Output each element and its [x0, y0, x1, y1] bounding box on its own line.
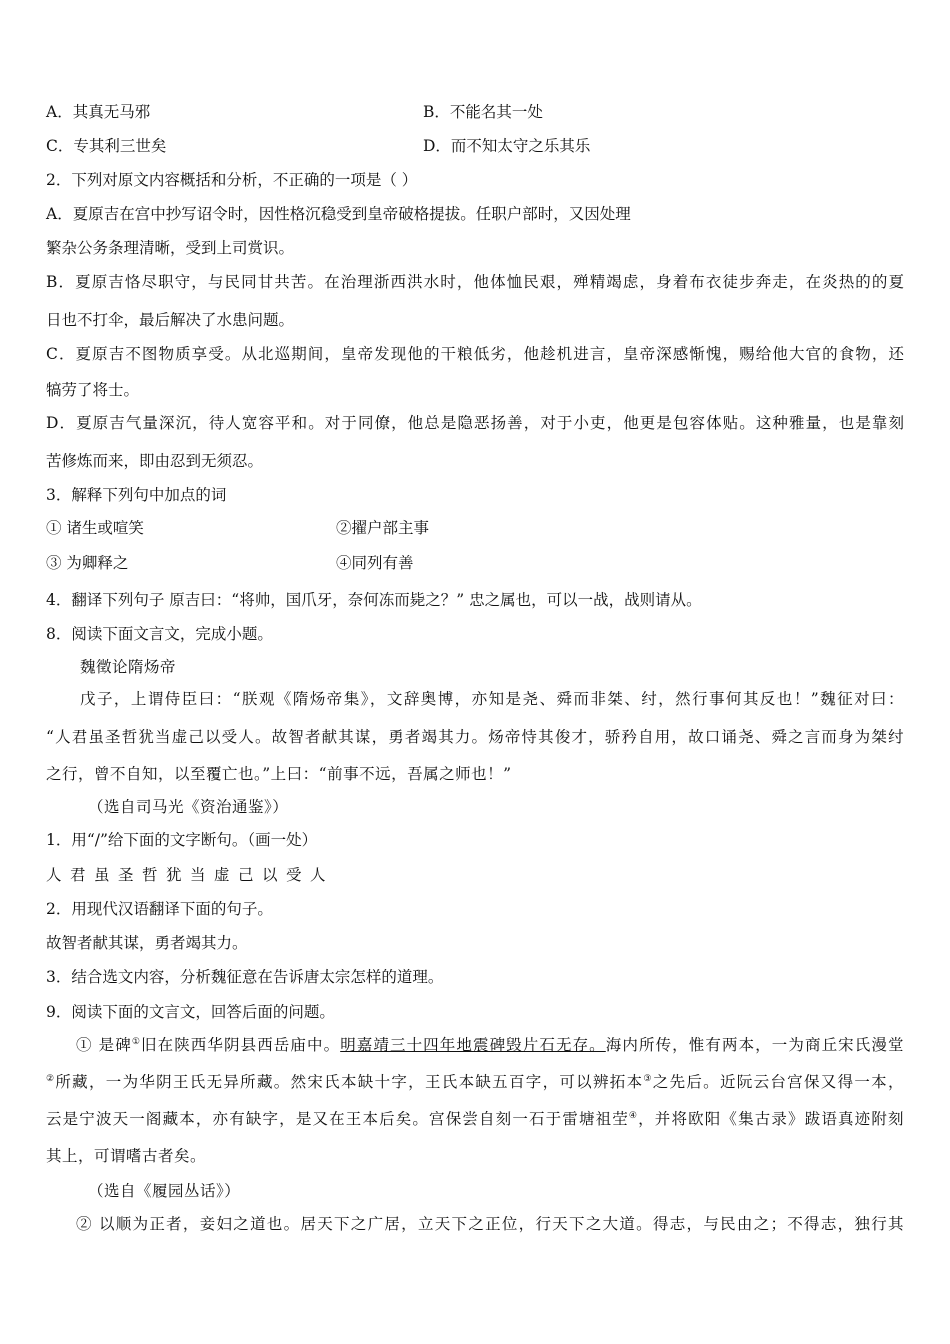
passage-text: ，并将欧阳《集古录》跋语真迹附刻	[638, 1110, 904, 1128]
option-c-line2: 犒劳了将士。	[46, 381, 140, 399]
passage-title: 魏徵论隋炀帝	[80, 658, 177, 676]
sub-question-1-text: 人君虽圣哲犹当虚己以受人	[46, 866, 335, 884]
option-c-line1: C．夏原吉不图物质享受。从北巡期间，皇帝发现他的干粮低劣，他趁机进言，皇帝深感惭愧，赐给他大官的食物，还	[46, 345, 904, 363]
passage-source: （选自《履园丛话》）	[88, 1182, 241, 1200]
item-1: ① 诸生或喧笑	[46, 519, 144, 537]
passage-text: 海内所传，惟有两本，一为商丘宋氏漫堂	[605, 1036, 904, 1054]
option-row	[46, 101, 904, 123]
passage-line	[46, 1071, 904, 1093]
option-row	[46, 135, 904, 157]
passage-line: 之行，曾不自知，以至覆亡也。”上曰：“前事不远，吾属之师也！”	[46, 765, 512, 783]
question-stem: 3．解释下列句中加点的词	[46, 486, 227, 504]
item-row	[46, 552, 904, 574]
question-stem: 9．阅读下面的文言文，回答后面的问题。	[46, 1003, 335, 1021]
option-d-line2: 苦修炼而来，即由忍到无须忍。	[46, 452, 264, 470]
passage-line: 其上，可谓嗜古者矣。	[46, 1147, 207, 1165]
option-b-line1: B．夏原吉恪尽职守，与民同甘共苦。在治理浙西洪水时，他体恤民艰，殚精竭虑，身着布衣徒步奔走，在炎热的的夏	[46, 273, 904, 291]
item-4: ④同列有善	[336, 554, 414, 572]
footnote-marker: ②	[46, 1074, 56, 1084]
item-2: ②擢户部主事	[336, 519, 430, 537]
option-b-line2: 日也不打伞，最后解决了水患问题。	[46, 311, 295, 329]
question-stem: 2．下列对原文内容概括和分析，不正确的一项是（ ）	[46, 171, 418, 189]
passage-text: 之先后。近阮云台宫保又得一本，	[652, 1073, 904, 1091]
sub-question-1: 1．用“/”给下面的文字断句。（画一处）	[46, 831, 318, 849]
footnote-marker: ③	[643, 1074, 653, 1084]
option-a-line2: 繁杂公务条理清晰，受到上司赏识。	[46, 239, 295, 257]
option-c: C．专其利三世矣	[46, 137, 167, 155]
sub-question-2-text: 故智者献其谋，勇者竭其力。	[46, 934, 248, 952]
option-d-line1: D．夏原吉气量深沉，待人宽容平和。对于同僚，他总是隐恶扬善，对于小吏，他更是包容体贴。这种雅量，也是靠刻	[46, 414, 904, 432]
footnote-marker: ④	[628, 1111, 639, 1121]
question-stem: 8．阅读下面文言文，完成小题。	[46, 625, 273, 643]
question-4: 4．翻译下列句子 原吉曰：“将帅，国爪牙，奈何冻而毙之？” 忠之属也，可以一战，战则请从。	[46, 591, 702, 609]
passage-line	[46, 1108, 904, 1130]
passage-line	[46, 1034, 904, 1056]
passage-text: ① 是碑	[76, 1036, 132, 1054]
passage-line: “人君虽圣哲犹当虚己以受人。故智者献其谋，勇者竭其力。炀帝恃其俊才，骄矜自用，故口诵尧、舜之言而身为桀纣	[46, 728, 904, 746]
sub-question-2: 2．用现代汉语翻译下面的句子。	[46, 900, 273, 918]
underlined-sentence: 明嘉靖三十四年地震碑毁片石无存。	[340, 1036, 606, 1054]
item-3: ③ 为卿释之	[46, 554, 129, 572]
sub-question-3: 3．结合选文内容，分析魏征意在告诉唐太宗怎样的道理。	[46, 968, 444, 986]
passage-source: （选自司马光《资治通鉴》）	[88, 798, 289, 816]
option-b: B．不能名其一处	[423, 103, 543, 121]
option-a-line1: A．夏原吉在宫中抄写诏令时，因性格沉稳受到皇帝破格提拔。任职户部时，又因处理	[46, 205, 631, 223]
option-d: D．而不知太守之乐其乐	[423, 137, 591, 155]
passage-line: ② 以顺为正者，妾妇之道也。居天下之广居，立天下之正位，行天下之大道。得志，与民由之；不得志，独行其	[76, 1215, 904, 1233]
passage-line: 戊子，上谓侍臣曰：“朕观《隋炀帝集》，文辞奥博，亦知是尧、舜而非桀、纣，然行事何其反也！”魏征对曰：	[80, 690, 904, 708]
passage-text: 旧在陕西华阴县西岳庙中。	[141, 1036, 341, 1054]
passage-text: 所藏，一为华阴王氏无异所藏。然宋氏本缺十字，王氏本缺五百字，可以辨拓本	[55, 1073, 644, 1091]
item-row	[46, 517, 904, 539]
footnote-marker: ①	[131, 1037, 141, 1047]
passage-text: 云是宁波天一阁藏本，亦有缺字，是又在王本后矣。宫保尝自刻一石于雷塘祖茔	[46, 1110, 629, 1128]
option-a: A．其真无马邪	[46, 103, 151, 121]
